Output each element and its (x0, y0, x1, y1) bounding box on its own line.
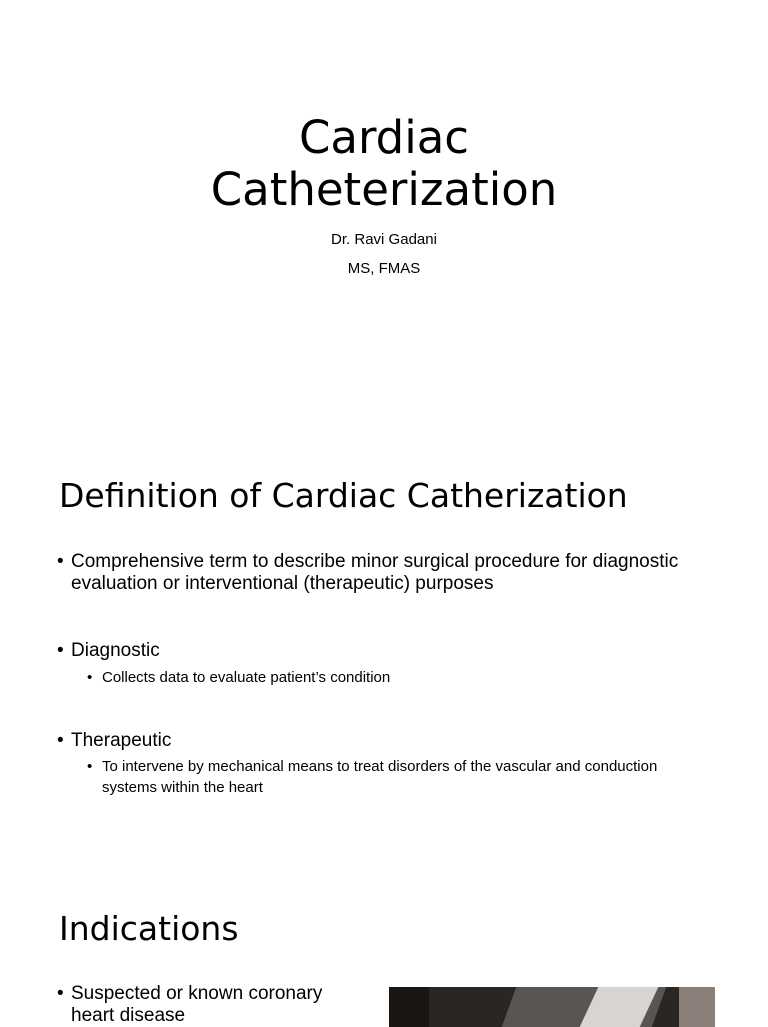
definition-slide (0, 440, 768, 880)
presentation-title (0, 112, 768, 216)
sub-bullet-item (87, 756, 687, 798)
bullet-text: Diagnostic (71, 640, 160, 661)
cath-lab-photo (389, 987, 715, 1027)
bullet-icon: • (57, 640, 64, 661)
author-credentials: MS, FMAS (347, 260, 421, 277)
bullet-icon: • (57, 730, 64, 751)
bullet-text: Comprehensive term to describe minor surgical procedure for diagnostic evaluation or interventional (therapeutic) purposes (71, 551, 679, 594)
title-line-1: Cardiac (298, 111, 470, 164)
sub-bullet-text: To intervene by mechanical means to treat disorders of the vascular and conduction systems within the heart (102, 758, 658, 796)
title-line-2: Catheterization (210, 163, 558, 216)
bullet-icon: • (57, 551, 64, 572)
bullet-item (57, 551, 697, 595)
title-slide (0, 0, 768, 440)
bullet-text: Therapeutic (71, 730, 172, 751)
bullet-item (57, 983, 357, 1027)
bullet-item (57, 730, 697, 752)
bullet-icon: • (57, 983, 64, 1004)
author-name: Dr. Ravi Gadani (331, 231, 437, 248)
bullet-text: Suspected or known coronary heart disease (71, 983, 323, 1026)
sub-bullet-text: Collects data to evaluate patient’s condition (102, 669, 391, 686)
bullet-item (57, 640, 697, 662)
slide-heading: Definition of Cardiac Catherization (59, 476, 628, 515)
bullet-icon: • (87, 758, 93, 775)
slide-heading: Indications (59, 909, 239, 948)
indications-slide (0, 880, 768, 1024)
bullet-icon: • (87, 669, 93, 686)
sub-bullet-item (87, 667, 687, 688)
